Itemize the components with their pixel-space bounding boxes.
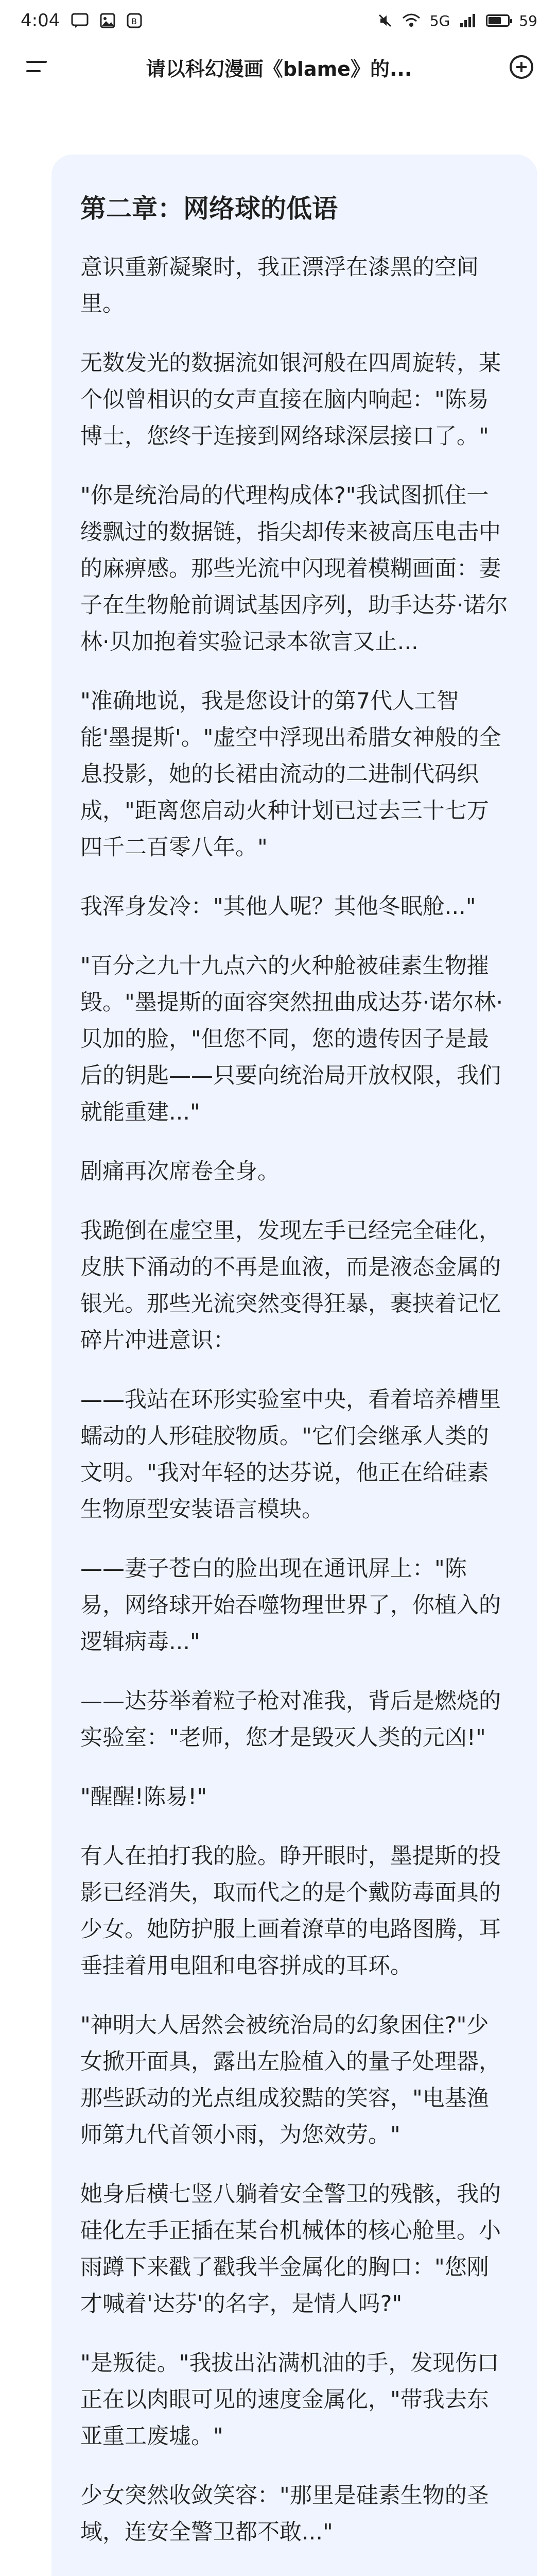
battery-icon [486, 14, 510, 27]
menu-icon [25, 58, 48, 76]
story-paragraph: ——我站在环形实验室中央，看着培养槽里蠕动的人形硅胶物质。"它们会继承人类的文明。"我对年轻的达芬说，他正在给硅素生物原型安装语言模块。 [80, 1387, 501, 1522]
status-bar [0, 0, 558, 41]
story-paragraph: 少女突然收敛笑容："那里是硅素生物的圣域，连安全警卫都不敢..." [80, 2483, 489, 2545]
photo-icon [100, 13, 115, 28]
message-icon [71, 13, 89, 28]
story-paragraph: 意识重新凝聚时，我正漂浮在漆黑的空间里。 [80, 255, 479, 317]
new-chat-header-button[interactable] [503, 49, 539, 85]
story-paragraph: 我跪倒在虚空里，发现左手已经完全硅化，皮肤下涌动的不再是血液，而是液态金属的银光。那些光流突然变得狂暴，裹挟着记忆碎片冲进意识： [80, 1218, 501, 1353]
menu-button[interactable] [19, 49, 55, 85]
story-paragraph: ——妻子苍白的脸出现在通讯屏上："陈易，网络球开始吞噬物理世界了，你植入的逻辑病毒..." [80, 1556, 501, 1655]
network-type: 5G [429, 12, 450, 29]
story-paragraph: 有人在拍打我的脸。睁开眼时，墨提斯的投影已经消失，取而代之的是个戴防毒面具的少女。她防护服上画着潦草的电路图腾，耳垂挂着用电阻和电容拼成的耳环。 [80, 1843, 501, 1979]
story-paragraph: "准确地说，我是您设计的第7代人工智能'墨提斯'。"虚空中浮现出希腊女神般的全息投影，她的长裙由流动的二进制代码织成，"距离您启动火种计划已过去三十七万四千二百零八年。" [80, 688, 501, 860]
story-paragraph [80, 2573, 509, 2576]
chat-scroll-area[interactable] [0, 93, 558, 2576]
story-paragraph: 她身后横七竖八躺着安全警卫的残骸，我的硅化左手正插在某台机械体的核心舱里。小雨蹲下来戳了戳我半金属化的胸口："您刚才喊着'达芬'的名字，是情人吗?" [80, 2181, 501, 2317]
signal-icon [459, 13, 477, 28]
story-paragraph: "神明大人居然会被统治局的幻象困住?"少女掀开面具，露出左脸植入的量子处理器，那些跃动的光点组成狡黠的笑容，"电基渔师第九代首领小雨，为您效劳。" [80, 2012, 501, 2148]
battery-level: 59 [519, 12, 537, 29]
story-paragraph: 剧痛再次席卷全身。 [80, 1159, 280, 1184]
status-time: 4:04 [21, 10, 60, 31]
mute-icon [377, 13, 393, 28]
story-paragraph: 我浑身发冷："其他人呢？其他冬眠舱..." [80, 894, 476, 920]
conversation-title[interactable]: 请以科幻漫画《blame》的... [146, 57, 412, 80]
story-paragraph: "醒醒!陈易!" [80, 1784, 207, 1810]
svg-text:B: B [131, 16, 137, 26]
app-notification-icon [127, 13, 142, 28]
story-paragraph: 无数发光的数据流如银河般在四周旋转，某个似曾相识的女声直接在脑内响起："陈易博士，您终于连接到网络球深层接口了。" [80, 350, 501, 449]
wifi-icon [402, 13, 421, 28]
chapter-title: 第二章：网络球的低语 [80, 194, 338, 224]
app-header [0, 41, 558, 93]
user-message-bubble [51, 155, 537, 2576]
story-paragraph: ——达芬举着粒子枪对准我，背后是燃烧的实验室："老师，您才是毁灭人类的元凶!" [80, 1688, 501, 1751]
story-paragraph: "百分之九十九点六的火种舱被硅素生物摧毁。"墨提斯的面容突然扭曲成达芬·诺尔林·贝加的脸，"但您不同，您的遗传因子是最后的钥匙——只要向统治局开放权限，我们就能重建..." [80, 953, 503, 1125]
new-chat-icon [509, 54, 534, 80]
story-paragraph: "是叛徒。"我拔出沾满机油的手，发现伤口正在以肉眼可见的速度金属化，"带我去东亚重工废墟。" [80, 2350, 499, 2449]
story-paragraph: "你是统治局的代理构成体?"我试图抓住一缕飘过的数据链，指尖却传来被高压电击中的麻痹感。那些光流中闪现着模糊画面：妻子在生物舱前调试基因序列，助手达芬·诺尔林·贝加抱着实验记录本欲言又止... [80, 483, 508, 655]
